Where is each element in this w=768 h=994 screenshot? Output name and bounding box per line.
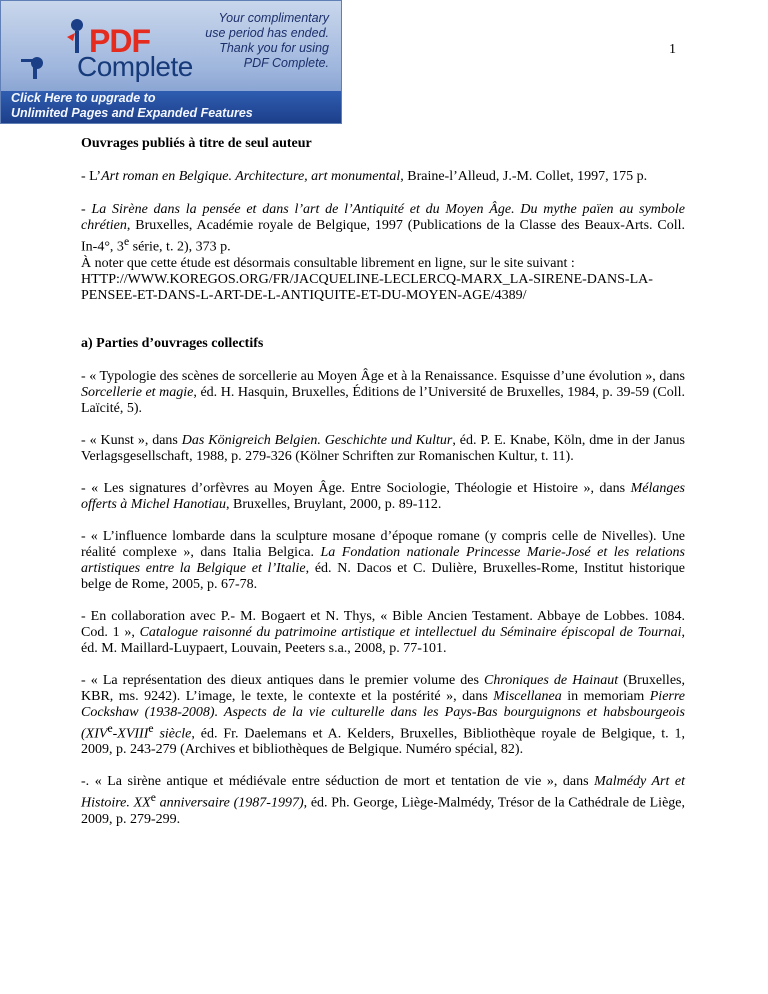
upgrade-line[interactable]: Click Here to upgrade to xyxy=(11,91,156,105)
section-heading-sole-author: Ouvrages publiés à titre de seul auteur xyxy=(81,136,312,151)
banner-message-line: Thank you for using xyxy=(219,41,329,55)
section-heading-collective-works: a) Parties d’ouvrages collectifs xyxy=(81,335,264,351)
upgrade-link[interactable] xyxy=(1,91,341,123)
page-number: 1 xyxy=(669,42,676,57)
bibliography-entry: - En collaboration avec P.- M. Bogaert et N. Thys, « Bible Ancien Testament. Abbaye de Lobbes. 1084. Cod. 1 », Catalogue raisonné du patrimoine artistique et intellectuel du Séminaire épiscopal de Tournai, éd. M. Maillard-Luypaert, Louvain, Peeters s.a., 2008, p. 77-101. xyxy=(81,608,685,656)
banner-message-line: use period has ended. xyxy=(205,26,329,40)
bibliography-entry: - « Typologie des scènes de sorcellerie au Moyen Âge et à la Renaissance. Esquisse d’une évolution », dans Sorcellerie et magie, éd. H. Hasquin, Bruxelles, Éditions de l’Université de Bruxelles, 1984, p. 39-59 (Coll. Laïcité, 5). xyxy=(81,368,685,416)
online-note: À noter que cette étude est désormais consultable librement en ligne, sur le site suivant : xyxy=(81,255,575,271)
banner-message xyxy=(179,11,329,71)
bibliography-entry: - « Les signatures d’orfèvres au Moyen Âge. Entre Sociologie, Théologie et Histoire », dans Mélanges offerts à Michel Hanotiau, Bruxelles, Bruylant, 2000, p. 89-112. xyxy=(81,480,685,512)
banner-message-line: PDF Complete. xyxy=(243,56,329,70)
logo-pdf-text: PDF xyxy=(89,23,150,59)
bibliography-entry: - La Sirène dans la pensée et dans l’art de l’Antiquité et du Moyen Âge. Du mythe païen au symbole chrétien, Bruxelles, Académie royale de Belgique, 1997 (Publications de la Classe des Beaux-Arts. Coll. In-4°, 3e série, t. 2), 373 p. xyxy=(81,202,685,255)
pdf-complete-banner[interactable] xyxy=(0,0,342,124)
banner-message-line: Your complimentary xyxy=(218,11,329,25)
bibliography-entry: - « L’influence lombarde dans la sculpture mosane d’époque romane (y compris celle de Nivelles). Une réalité complexe », dans Italia Belgica. La Fondation nationale Princesse Marie-José et les relations artistiques entre la Belgique et l’Italie, éd. N. Dacos et C. Dulière, Bruxelles-Rome, Institut historique belge de Rome, 2005, p. 67-78. xyxy=(81,528,685,592)
upgrade-line[interactable]: Unlimited Pages and Expanded Features xyxy=(11,106,253,120)
document-body xyxy=(81,136,685,828)
logo-complete-text: Complete xyxy=(77,51,193,82)
online-url[interactable]: HTTP://WWW.KOREGOS.ORG/FR/JACQUELINE-LECLERCQ-MARX_LA-SIRENE-DANS-LA-PENSEE-ET-DANS-L-ART-DE-L-ANTIQUITE-ET-DU-MOYEN-AGE/4389/ xyxy=(81,271,653,303)
bibliography-entry: -. « La sirène antique et médiévale entre séduction de mort et tentation de vie », dans Malmédy Art et Histoire. XXe anniversaire (1987-1997), éd. Ph. George, Liège-Malmédy, Trésor de la Cathédrale de Liège, 2009, p. 279-299. xyxy=(81,774,685,827)
bibliography-entry: - « Kunst », dans Das Königreich Belgien. Geschichte und Kultur, éd. P. E. Knabe, Köln, dme in der Janus Verlagsgesellschaft, 1988, p. 279-326 (Kölner Schriften zur Romanischen Kultur, t. 11). xyxy=(81,432,685,464)
bibliography-entry: - L’Art roman en Belgique. Architecture, art monumental, Braine-l’Alleud, J.-M. Collet, 1997, 175 p. xyxy=(81,169,648,184)
bibliography-entry: - « La représentation des dieux antiques dans le premier volume des Chroniques de Hainaut (Bruxelles, KBR, ms. 9242). L’image, le texte, le contexte et la postérité », dans Miscellanea in memoriam Pierre Cockshaw (1938-2008). Aspects de la vie culturelle dans les Pays-Bas bourguignons et habsbourgeois (XIVe-XVIIIe siècle, éd. Fr. Daelemans et A. Kelders, Bruxelles, Bibliothèque royale de Belgique, t. 1, 2009, p. 243-279 (Archives et bibliothèques de Belgique. Numéro spécial, 82). xyxy=(81,672,686,758)
